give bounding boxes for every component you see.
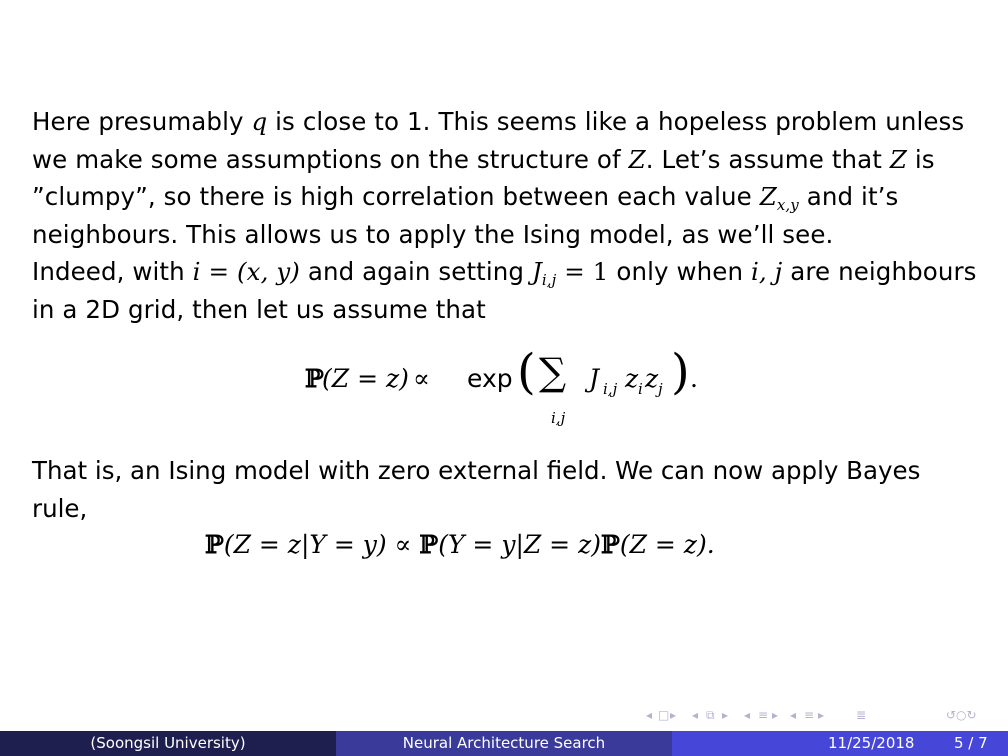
math-right-paren: ) (671, 344, 690, 400)
footer-page-number: 5 / 7 (954, 734, 988, 752)
math-i-def: i = (x, y) (192, 257, 300, 287)
nav-right-icon[interactable]: ▸ (722, 708, 729, 722)
math-z: z (625, 364, 639, 393)
math-Z: Z (889, 144, 907, 174)
footer-title-box (336, 731, 672, 756)
slide-body-2 (32, 452, 982, 527)
paragraph-3: That is, an Ising model with zero external field. We can now apply Bayes rule, (32, 456, 921, 523)
math-sum-subscript: i,j (551, 409, 566, 427)
section-icon[interactable]: ≡ (758, 708, 769, 722)
footer (0, 731, 1008, 756)
slide-body (32, 103, 982, 329)
nav-right-icon[interactable]: ▸ (772, 708, 779, 722)
math-subscript: j (658, 380, 663, 398)
math-sum: ∑ (539, 350, 567, 394)
text: only when (608, 257, 751, 287)
paragraph-1 (32, 103, 982, 253)
math-subscript: i,j (603, 380, 618, 398)
subsection-icon[interactable]: ⧉ (706, 708, 715, 722)
text: and it’s neighbours. This allows us to apply the Ising model, as we’ll see. (32, 182, 899, 249)
nav-right-icon[interactable]: ▸ (670, 708, 677, 722)
math-z: z (645, 364, 659, 393)
math-expr: (Z = z|Y = y) ∝ (223, 530, 420, 559)
nav-left-icon[interactable]: ◂ (744, 708, 751, 722)
math-ij: i, j (750, 257, 783, 287)
math-proportional: ∝ (413, 364, 430, 393)
beamer-navigation (646, 708, 1000, 724)
math-q: q (251, 107, 268, 136)
blackboard-P: ℙ (601, 530, 620, 559)
section-icon[interactable]: ≡ (804, 708, 815, 722)
text: are neighbours in a 2D grid, then let us assume that (32, 257, 977, 324)
display-equation-2 (205, 530, 825, 559)
text: is ”clumpy”, so there is high correlation between each value (32, 144, 935, 212)
math-J: J (589, 364, 600, 393)
nav-left-icon[interactable]: ◂ (692, 708, 699, 722)
text: Indeed, with (32, 257, 193, 287)
text: is close to 1. This seems like a hopeless problem unless we make some assumptions on the structure of (32, 107, 965, 174)
math-expr: (Z = z). (619, 530, 715, 559)
footer-author: (Soongsil University) (90, 734, 246, 752)
paragraph-2 (32, 253, 982, 328)
math-left-paren: ( (517, 344, 536, 400)
math-expr: (Y = y|Z = z) (438, 530, 601, 559)
math-lhs: (Z = z) (322, 364, 409, 393)
blackboard-P: ℙ (305, 364, 324, 393)
search-icon[interactable]: ↺○↻ (946, 708, 977, 722)
align-icon[interactable]: ≣ (856, 708, 867, 722)
footer-date: 11/25/2018 (828, 734, 915, 752)
frame-icon[interactable]: □ (658, 708, 670, 722)
math-subscript: i,j (541, 271, 557, 290)
math-subscript: x,y (776, 196, 799, 215)
text: Here presumably (32, 107, 252, 136)
nav-right-icon[interactable]: ▸ (818, 708, 825, 722)
footer-author-box (0, 731, 336, 756)
math-J: J (531, 257, 542, 287)
nav-left-icon[interactable]: ◂ (646, 708, 653, 722)
math-exp: exp (467, 364, 513, 393)
nav-left-icon[interactable]: ◂ (790, 708, 797, 722)
blackboard-P: ℙ (419, 530, 439, 559)
footer-title: Neural Architecture Search (402, 734, 606, 752)
text: . Let’s assume that (645, 144, 890, 174)
math-equals-one: = 1 (556, 257, 609, 287)
math-subscript: i (638, 380, 643, 398)
blackboard-P: ℙ (205, 530, 224, 559)
text: and again setting (299, 257, 532, 287)
math-period: . (690, 364, 698, 393)
footer-date-box (672, 731, 1008, 756)
math-Z: Z (759, 182, 777, 212)
math-Z: Z (628, 144, 646, 174)
